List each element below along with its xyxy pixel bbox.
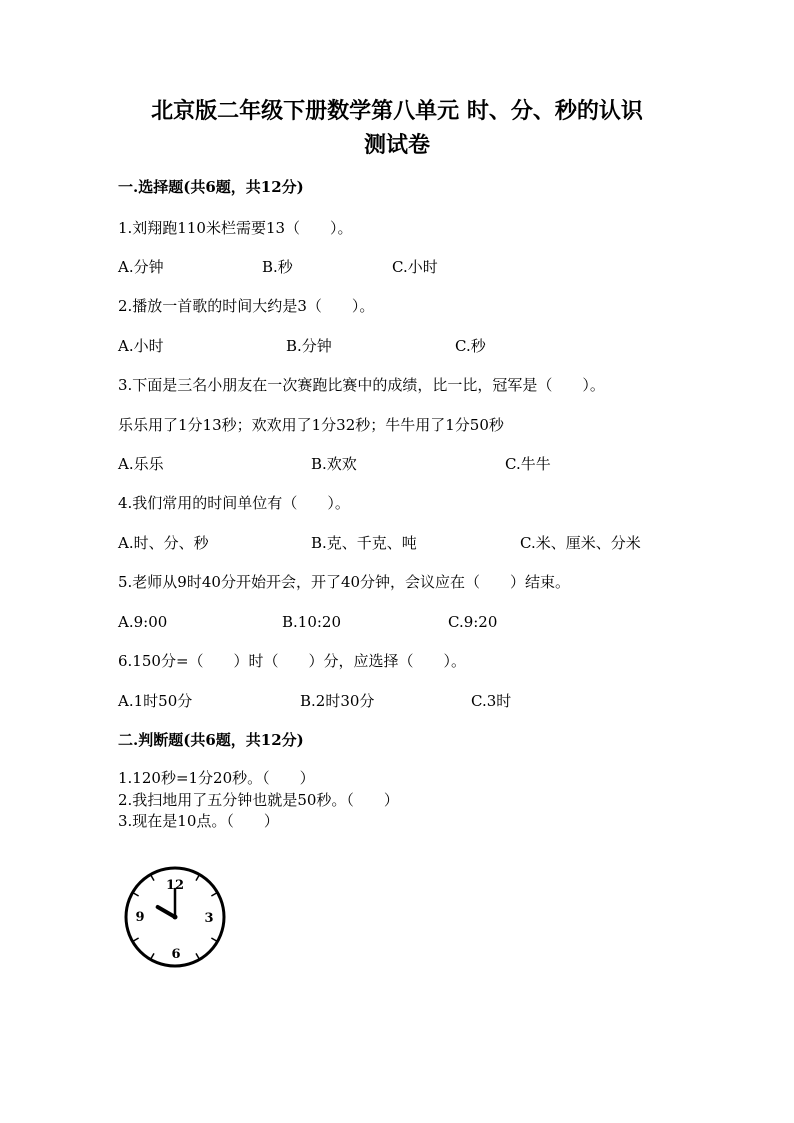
clock-tick: [196, 953, 199, 958]
question-5-option-b: B.10:20: [282, 613, 342, 631]
clock-number-12: 12: [165, 878, 185, 893]
document-title-line2: 测试卷: [363, 132, 430, 158]
question-3-option-c: C.牛牛: [505, 455, 551, 473]
clock-tick: [133, 938, 138, 941]
clock-tick: [211, 938, 216, 941]
question-3-option-a: A.乐乐: [118, 455, 164, 473]
question-3-option-b: B.欢欢: [311, 455, 357, 473]
question-2-option-c: C.秒: [455, 337, 486, 355]
question-6-option-b: B.2时30分: [300, 692, 375, 710]
question-1-option-b: B.秒: [262, 258, 293, 276]
question-4-option-b: B.克、千克、吨: [311, 534, 417, 552]
clock-tick: [151, 953, 154, 958]
clock-tick: [133, 893, 138, 896]
question-2: 2.播放一首歌的时间大约是3（ ）。: [118, 297, 375, 315]
question-6: 6.150分=（ ）时（ ）分，应选择（ ）。: [118, 652, 467, 670]
section2-heading: 二.判断题(共6题，共12分): [118, 731, 304, 749]
clock-illustration: [120, 862, 230, 972]
clock-tick: [151, 875, 154, 880]
document-title: 北京版二年级下册数学第八单元 时、分、秒的认识: [151, 98, 643, 124]
judgment-item: 2.我扫地用了五分钟也就是50秒。（ ）: [118, 791, 399, 809]
question-3-details: 乐乐用了1分13秒；欢欢用了1分32秒；牛牛用了1分50秒: [118, 416, 504, 434]
question-5: 5.老师从9时40分开始开会，开了40分钟，会议应在（ ）结束。: [118, 573, 571, 591]
question-2-option-a: A.小时: [118, 337, 164, 355]
question-1: 1.刘翔跑110米栏需要13（ ）。: [118, 219, 353, 237]
question-6-option-a: A.1时50分: [118, 692, 193, 710]
question-5-option-c: C.9:20: [448, 613, 498, 631]
question-4-option-c: C.米、厘米、分米: [520, 534, 641, 552]
question-3: 3.下面是三名小朋友在一次赛跑比赛中的成绩，比一比，冠军是（ ）。: [118, 376, 605, 394]
clock-number-3: 3: [204, 911, 214, 926]
question-1-option-a: A.分钟: [118, 258, 164, 276]
question-4-option-a: A.时、分、秒: [118, 534, 209, 552]
question-1-option-c: C.小时: [392, 258, 438, 276]
question-2-option-b: B.分钟: [286, 337, 332, 355]
clock-tick: [211, 893, 216, 896]
question-6-option-c: C.3时: [471, 692, 512, 710]
judgment-item: 1.120秒=1分20秒。（ ）: [118, 769, 315, 787]
section1-heading: 一.选择题(共6题，共12分): [118, 178, 304, 196]
clock-number-6: 6: [171, 947, 181, 962]
clock-hour-hand: [158, 907, 175, 917]
question-5-option-a: A.9:00: [118, 613, 168, 631]
clock-tick: [196, 875, 199, 880]
clock-center: [173, 915, 178, 920]
clock-number-9: 9: [135, 910, 145, 925]
judgment-item: 3.现在是10点。（ ）: [118, 812, 279, 830]
question-4: 4.我们常用的时间单位有（ ）。: [118, 494, 350, 512]
